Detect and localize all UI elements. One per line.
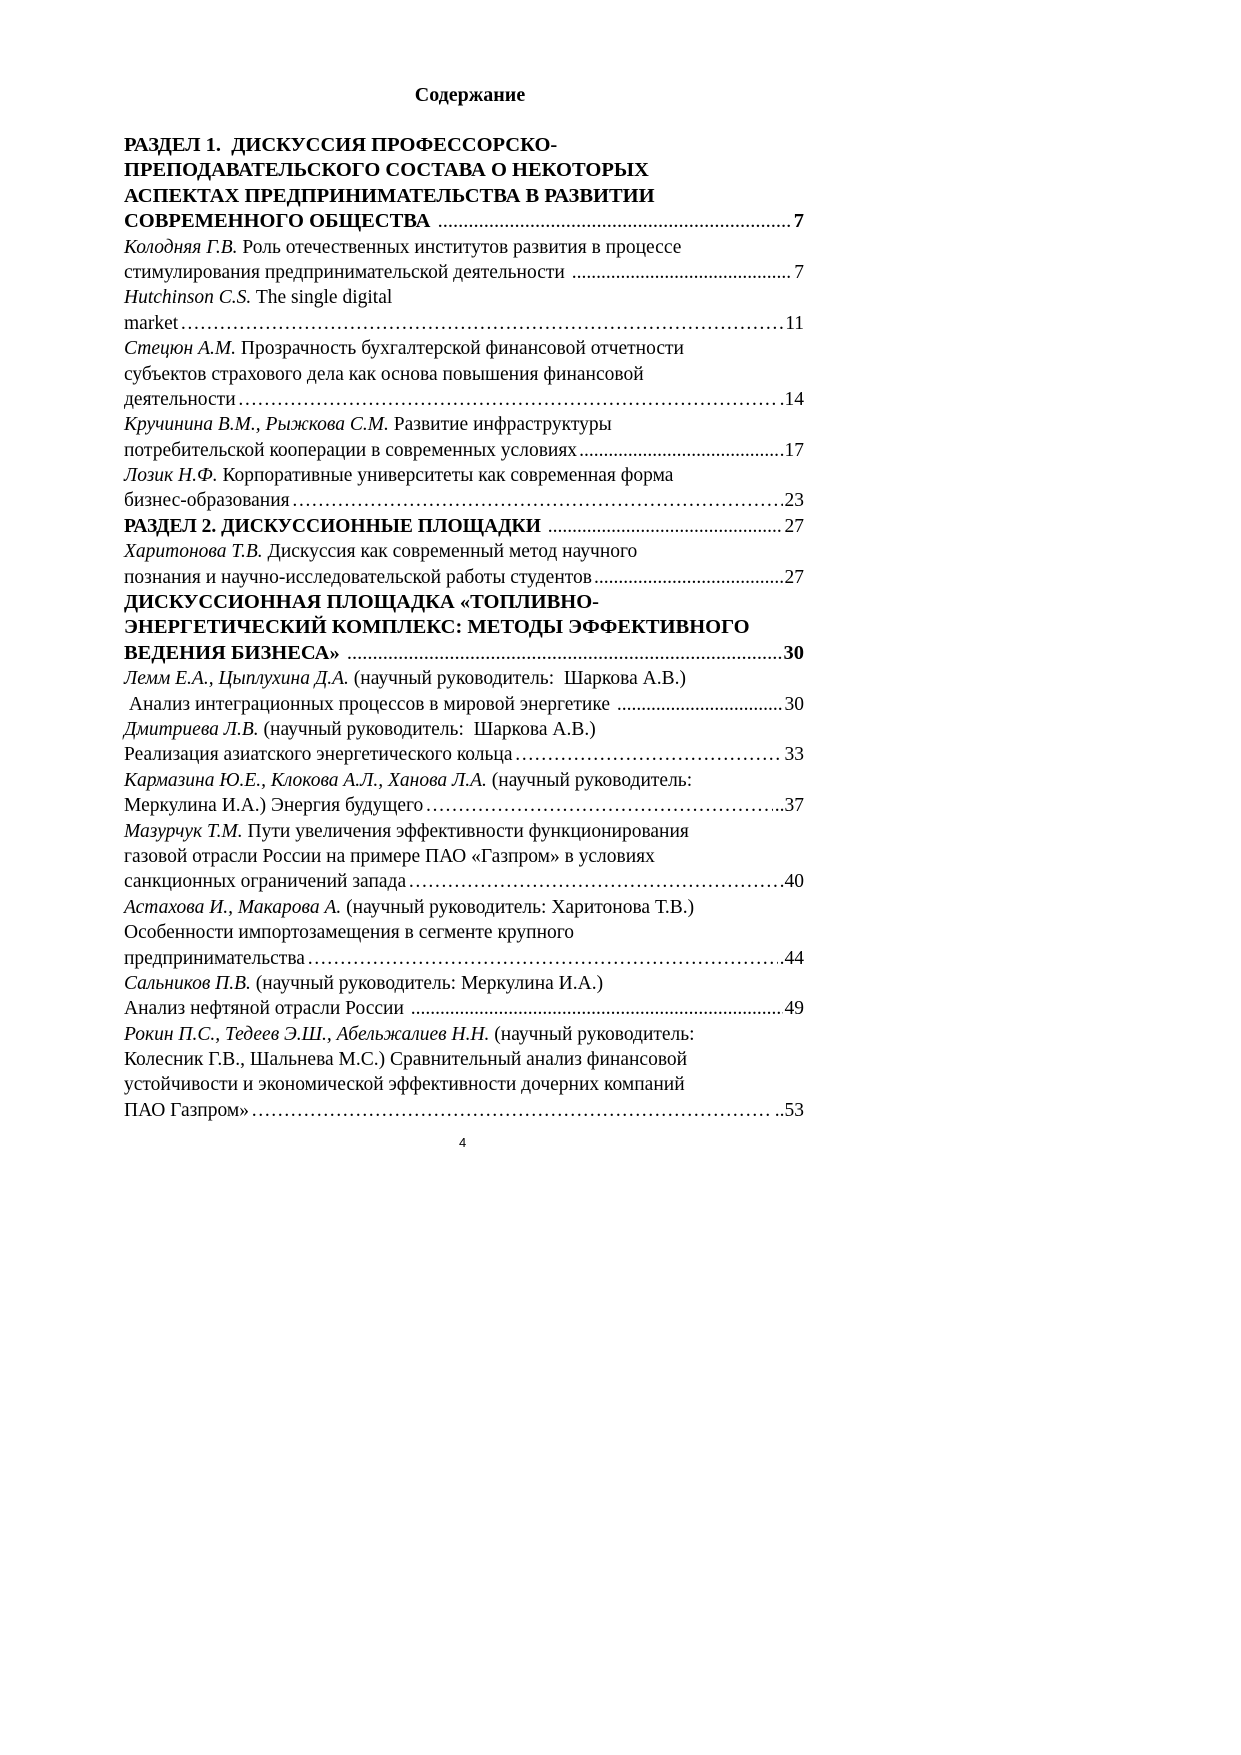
- toc-page-number: 27: [784, 515, 804, 537]
- toc-page-number: ..53: [774, 1099, 804, 1121]
- toc-text: (научный руководитель: Меркулина И.А.): [250, 972, 604, 994]
- toc-line: [124, 1072, 804, 1097]
- toc-text: Пути увеличения эффективности функционирования: [242, 820, 689, 842]
- toc-author: Кармазина Ю.Е., Клокова А.Л., Ханова Л.А.: [124, 769, 487, 791]
- dot-leader: [579, 438, 778, 463]
- toc-line: [124, 1022, 804, 1047]
- toc-text: ПРЕПОДАВАТЕЛЬСКОГО СОСТАВА О НЕКОТОРЫХ: [124, 159, 649, 182]
- toc-text: market: [124, 312, 179, 334]
- toc-text: Меркулина И.А.) Энергия будущего: [124, 795, 424, 817]
- toc-page-number: 49: [784, 998, 804, 1020]
- toc-line: [124, 666, 804, 691]
- toc-text: Прозрачность бухгалтерской финансовой отчетности: [235, 338, 684, 360]
- toc-text: РАЗДЕЛ 2. ДИСКУССИОННЫЕ ПЛОЩАДКИ: [124, 515, 546, 537]
- dot-leader: [347, 641, 782, 666]
- toc-line: [124, 260, 804, 285]
- dot-leader: [307, 946, 778, 971]
- toc-author: Стецюн А.М.: [124, 338, 236, 360]
- toc-text: (научный руководитель: Шаркова А.В.): [258, 718, 596, 740]
- toc-page-number: 11: [785, 312, 804, 334]
- toc-text: Корпоративные университеты как современная форма: [217, 465, 674, 487]
- toc-text: Колесник Г.В., Шальнева М.С.) Сравнительный анализ финансовой: [124, 1049, 688, 1071]
- toc-text: Анализ нефтяной отрасли России: [124, 998, 409, 1020]
- toc-page-number: .14: [779, 388, 804, 410]
- toc-line: [124, 844, 804, 869]
- toc-line: [124, 336, 804, 361]
- toc-line: [124, 235, 804, 260]
- toc-page-number: .40: [779, 871, 804, 893]
- toc-text: деятельности: [124, 388, 236, 410]
- toc-page-number: 30: [783, 641, 804, 664]
- toc-page-number: 30: [784, 693, 804, 715]
- toc-text: Роль отечественных институтов развития в процессе: [237, 236, 682, 258]
- table-of-contents: [124, 133, 804, 1123]
- toc-text: ДИСКУССИОННАЯ ПЛОЩАДКА «ТОПЛИВНО-: [124, 591, 600, 614]
- dot-leader: [408, 869, 778, 894]
- toc-author: Hutchinson C.S.: [124, 287, 252, 309]
- toc-text: СОВРЕМЕННОГО ОБЩЕСТВА: [124, 210, 436, 233]
- dot-leader: [425, 793, 772, 818]
- toc-line: [124, 565, 804, 590]
- toc-author: Колодняя Г.В.: [124, 236, 238, 258]
- toc-line: [124, 768, 804, 793]
- toc-text: Особенности импортозамещения в сегменте крупного: [124, 922, 575, 944]
- toc-text: санкционных ограничений запада: [124, 871, 407, 893]
- toc-page-number: .17: [779, 439, 804, 461]
- toc-line: [124, 412, 804, 437]
- toc-line: [124, 717, 804, 742]
- toc-author: Мазурчук Т.М.: [124, 820, 243, 842]
- toc-line: [124, 514, 804, 539]
- page-number: 4: [459, 1135, 467, 1150]
- toc-text: потребительской кооперации в современных условиях: [124, 439, 578, 461]
- toc-text: Дискуссия как современный метод научного: [262, 541, 638, 563]
- toc-text: АСПЕКТАХ ПРЕДПРИНИМАТЕЛЬСТВА В РАЗВИТИИ: [124, 184, 655, 207]
- toc-text: устойчивости и экономической эффективности дочерних компаний: [124, 1074, 685, 1096]
- toc-line: [124, 996, 804, 1021]
- toc-line: [124, 158, 804, 183]
- toc-line: [124, 819, 804, 844]
- toc-line: [124, 920, 804, 945]
- toc-text: бизнес-образования: [124, 490, 290, 512]
- dot-leader: [251, 1098, 773, 1123]
- toc-text: РАЗДЕЛ 1. ДИСКУССИЯ ПРОФЕССОРСКО-: [124, 134, 558, 156]
- dot-leader: [548, 514, 783, 539]
- toc-page-number: .44: [779, 947, 804, 969]
- dot-leader: [238, 387, 778, 412]
- toc-author: Лемм Е.А., Цыплухина Д.А.: [124, 668, 349, 690]
- toc-author: Рокин П.С., Тедеев Э.Ш., Абельжалиев Н.Н.: [124, 1023, 490, 1045]
- dot-leader: [292, 488, 783, 513]
- toc-line: [124, 1047, 804, 1072]
- toc-page-number: 23: [784, 490, 804, 512]
- toc-line: [124, 133, 804, 158]
- toc-line: [124, 285, 804, 310]
- dot-leader: [411, 996, 783, 1021]
- toc-line: [124, 692, 804, 717]
- toc-text: ВЕДЕНИЯ БИЗНЕСА»: [124, 641, 345, 664]
- dot-leader: [572, 260, 793, 285]
- toc-text: Реализация азиатского энергетического кольца: [124, 744, 513, 766]
- toc-text: (научный руководитель: Харитонова Т.В.): [341, 896, 695, 918]
- toc-line: [124, 590, 804, 615]
- toc-line: [124, 488, 804, 513]
- toc-text: The single digital: [251, 287, 393, 309]
- toc-line: [124, 438, 804, 463]
- toc-author: Астахова И., Макарова А.: [124, 896, 342, 918]
- toc-page-number: 7: [793, 210, 804, 233]
- dot-leader: [438, 209, 792, 234]
- toc-page-number: 27: [784, 566, 804, 588]
- toc-text: (научный руководитель:: [486, 769, 693, 791]
- dot-leader: [515, 742, 783, 767]
- toc-text: познания и научно-исследовательской работы студентов: [124, 566, 592, 588]
- toc-line: [124, 362, 804, 387]
- toc-page-number: 33: [784, 744, 804, 766]
- toc-line: [124, 641, 804, 666]
- document-title: Содержание: [414, 84, 526, 106]
- toc-line: [124, 971, 804, 996]
- toc-author: Лозик Н.Ф.: [124, 465, 218, 487]
- toc-author: Кручинина В.М., Рыжкова С.М.: [124, 414, 389, 436]
- toc-author: Дмитриева Л.В.: [124, 718, 259, 740]
- toc-line: [124, 387, 804, 412]
- dot-leader: [180, 311, 783, 336]
- toc-text: ПАО Газпром»: [124, 1099, 249, 1121]
- toc-line: [124, 895, 804, 920]
- toc-line: [124, 539, 804, 564]
- toc-author: Сальников П.В.: [124, 972, 251, 994]
- dot-leader: [617, 692, 783, 717]
- toc-text: ЭНЕРГЕТИЧЕСКИЙ КОМПЛЕКС: МЕТОДЫ ЭФФЕКТИВНОГО: [124, 616, 750, 639]
- toc-text: стимулирования предпринимательской деятельности: [124, 261, 570, 283]
- toc-text: субъектов страхового дела как основа повышения финансовой: [124, 363, 644, 385]
- dot-leader: [594, 565, 783, 590]
- toc-text: (научный руководитель:: [489, 1023, 695, 1045]
- toc-line: [124, 184, 804, 209]
- toc-page-number: ..37: [774, 795, 804, 817]
- toc-line: [124, 1098, 804, 1123]
- toc-text: предпринимательства: [124, 947, 305, 969]
- toc-line: [124, 742, 804, 767]
- toc-line: [124, 463, 804, 488]
- toc-text: Развитие инфраструктуры: [388, 414, 612, 436]
- toc-line: [124, 946, 804, 971]
- toc-line: [124, 793, 804, 818]
- toc-author: Харитонова Т.В.: [124, 541, 263, 563]
- toc-line: [124, 209, 804, 234]
- toc-line: [124, 615, 804, 640]
- toc-line: [124, 311, 804, 336]
- toc-line: [124, 869, 804, 894]
- toc-page-number: 7: [794, 261, 804, 283]
- toc-text: (научный руководитель: Шаркова А.В.): [348, 668, 686, 690]
- toc-text: газовой отрасли России на примере ПАО «Газпром» в условиях: [124, 845, 655, 867]
- toc-text: Анализ интеграционных процессов в мировой энергетике: [124, 693, 615, 715]
